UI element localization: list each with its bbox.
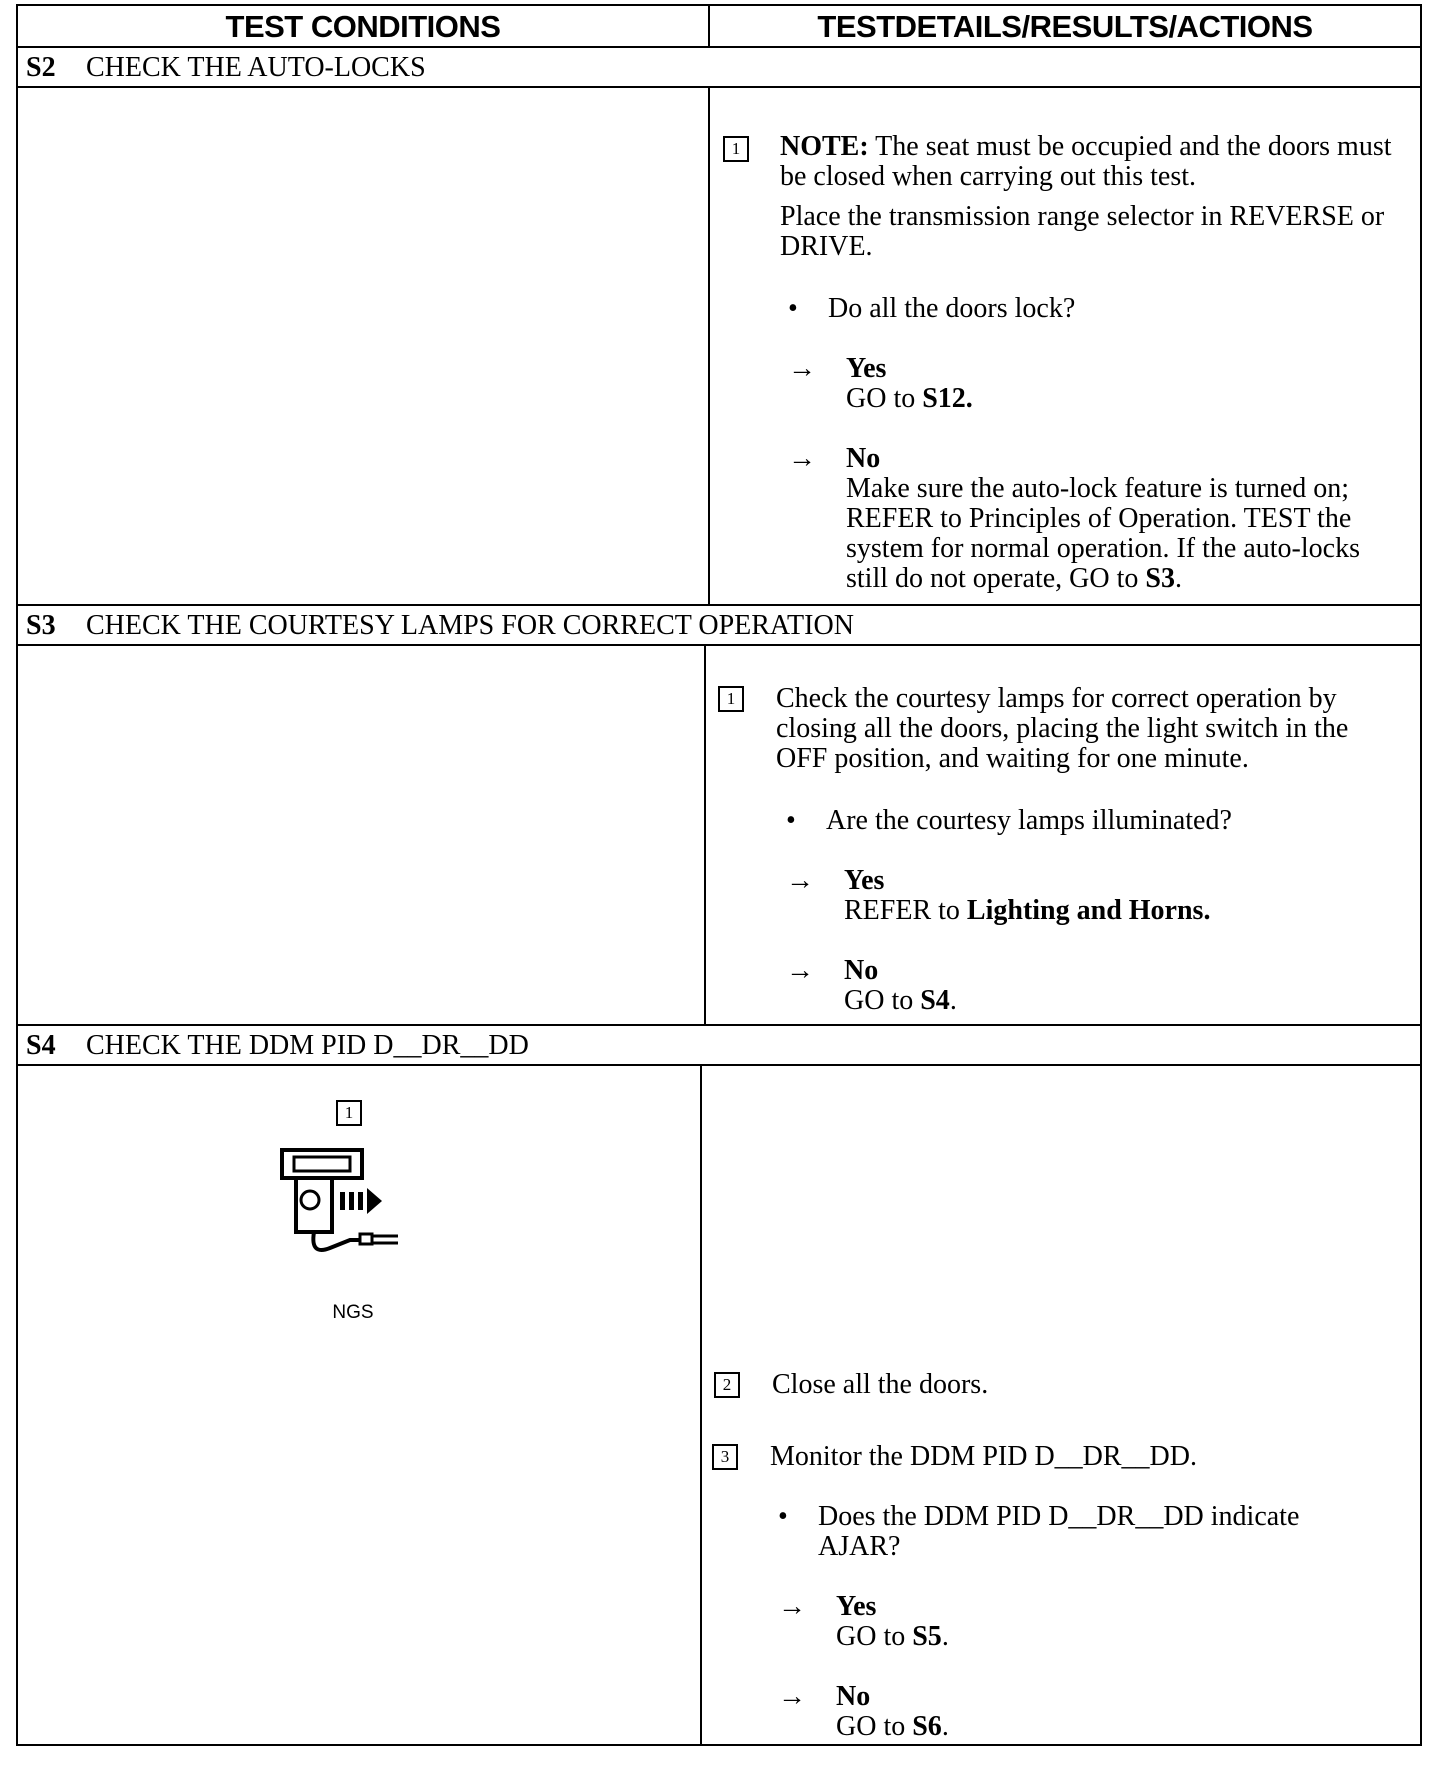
bullet-icon: • (786, 805, 796, 836)
note-text: The seat must be occupied and the doors must be closed when carrying out this test. (780, 131, 1392, 192)
no-text: Make sure the auto-lock feature is turned on; REFER to Principles of Operation. TEST the system for normal operation. If the auto-locks still do not operate, GO to (846, 473, 1360, 594)
no-text-post: . (949, 985, 957, 1016)
ngs-scan-tool-icon (270, 1148, 430, 1258)
s2-step-number: S2 (26, 52, 56, 83)
yes-text: REFER to (844, 895, 967, 926)
no-text-post: . (1174, 563, 1182, 594)
s3-no-result (844, 956, 1404, 1016)
no-text-post: . (941, 1711, 949, 1742)
s2-section-title (18, 48, 1420, 88)
yes-text: GO to (846, 383, 923, 414)
yes-ref: S5 (912, 1621, 942, 1652)
s3-question: Are the courtesy lamps illuminated? (826, 805, 1232, 836)
note-label: NOTE: (780, 131, 869, 162)
s4-tool-step-box: 1 (336, 1100, 362, 1126)
arrow-icon: → (788, 353, 816, 384)
no-ref: S3 (1145, 563, 1175, 594)
s2-body (18, 88, 1420, 606)
yes-label: Yes (836, 1591, 877, 1622)
s4-step3-box: 3 (712, 1444, 738, 1470)
s4-question: Does the DDM PID D__DR__DD indicate AJAR? (818, 1501, 1300, 1562)
s3-step1-box: 1 (718, 686, 744, 712)
yes-ref: S12. (922, 383, 973, 414)
s2-instruction: Place the transmission range selector in REVERSE or DRIVE. (780, 201, 1385, 262)
column-divider (704, 646, 706, 1024)
bullet-icon: • (788, 293, 798, 324)
yes-label: Yes (846, 353, 887, 384)
no-label: No (844, 955, 879, 986)
s4-step-number: S4 (26, 1030, 56, 1061)
s4-yes-result (836, 1592, 1396, 1652)
no-text: GO to (844, 985, 921, 1016)
s4-section-title (18, 1026, 1420, 1066)
s4-step2-box: 2 (714, 1372, 740, 1398)
s2-title: CHECK THE AUTO-LOCKS (86, 52, 426, 83)
s3-step-number: S3 (26, 610, 56, 641)
s4-title: CHECK THE DDM PID D__DR__DD (86, 1030, 529, 1061)
no-label: No (836, 1681, 871, 1712)
test-table (16, 4, 1422, 1746)
no-text: GO to (836, 1711, 913, 1742)
s3-yes-result (844, 866, 1404, 926)
s4-step2-text: Close all the doors. (772, 1369, 989, 1400)
s4-body (18, 1066, 1420, 1746)
s2-no-result (846, 444, 1401, 594)
no-ref: S6 (912, 1711, 942, 1742)
no-ref: S4 (920, 985, 950, 1016)
s4-step3-text: Monitor the DDM PID D__DR__DD. (770, 1441, 1197, 1472)
arrow-icon: → (788, 443, 816, 474)
arrow-icon: → (786, 865, 814, 896)
s3-body (18, 646, 1420, 1026)
s2-yes-result (846, 354, 1406, 414)
arrow-icon: → (778, 1681, 806, 1712)
s3-title: CHECK THE COURTESY LAMPS FOR CORRECT OPERATION (86, 610, 854, 641)
yes-ref: Lighting and Horns. (966, 895, 1211, 926)
test-conditions-header: TEST CONDITIONS (18, 6, 710, 46)
yes-text: GO to (836, 1621, 913, 1652)
arrow-icon: → (778, 1591, 806, 1622)
column-divider (708, 88, 710, 604)
table-header (18, 6, 1420, 48)
s2-question: Do all the doors lock? (828, 293, 1076, 324)
yes-label: Yes (844, 865, 885, 896)
test-details-header: TESTDETAILS/RESULTS/ACTIONS (817, 9, 1313, 44)
bullet-icon: • (778, 1501, 788, 1532)
ngs-label: NGS (332, 1302, 374, 1323)
s2-step1-box: 1 (723, 136, 749, 162)
s2-note (780, 132, 1400, 192)
no-label: No (846, 443, 881, 474)
s4-no-result (836, 1682, 1396, 1742)
column-divider (700, 1066, 702, 1746)
s3-instruction: Check the courtesy lamps for correct operation by closing all the doors, placing the light switch in the OFF position, and waiting for one minute. (776, 683, 1349, 774)
s3-section-title (18, 606, 1420, 646)
yes-text-post: . (941, 1621, 949, 1652)
arrow-icon: → (786, 955, 814, 986)
